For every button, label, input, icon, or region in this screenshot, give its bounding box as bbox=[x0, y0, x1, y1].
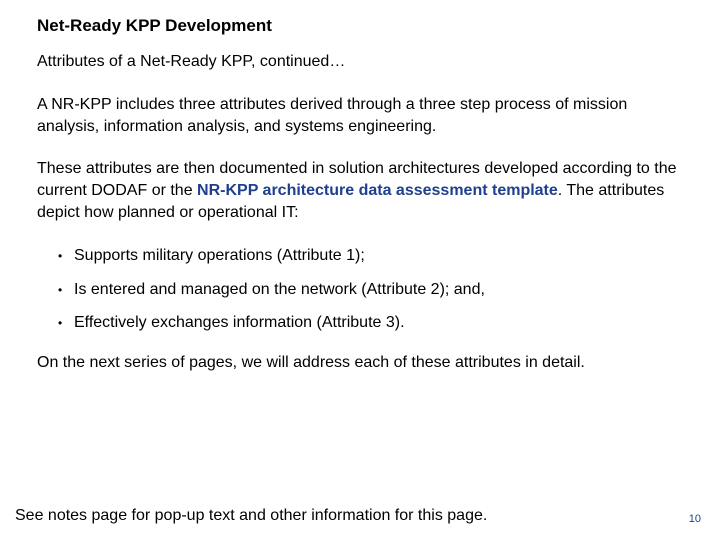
slide-subtitle: Attributes of a Net-Ready KPP, continued… bbox=[37, 53, 346, 70]
bullet-icon: • bbox=[58, 316, 63, 330]
list-item bbox=[58, 245, 485, 267]
bullet-text: Supports military operations (Attribute 1); bbox=[74, 247, 365, 264]
bullet-text: Is entered and managed on the network (Attribute 2); and, bbox=[74, 280, 485, 298]
bullet-icon: • bbox=[58, 249, 63, 263]
list-item bbox=[58, 312, 485, 334]
paragraph-process: A NR-KPP includes three attributes derived through a three step process of mission analysis, information analysis, and systems engineering. bbox=[37, 96, 628, 135]
slide-title: Net-Ready KPP Development bbox=[37, 16, 272, 35]
list-item bbox=[58, 279, 485, 301]
paragraph-architectures-text-start: These attributes are then documented in solution architectures developed according to the current DODAF or the bbox=[37, 160, 677, 199]
paragraph-architectures-text-end: . The attributes depict how planned or operational IT: bbox=[37, 182, 665, 221]
paragraph-architectures bbox=[37, 158, 687, 224]
bullet-icon: • bbox=[58, 282, 63, 297]
footer-note: See notes page for pop-up text and other information for this page. bbox=[15, 507, 488, 524]
bullet-text: Effectively exchanges information (Attribute 3). bbox=[74, 314, 405, 331]
paragraph-next-pages: On the next series of pages, we will address each of these attributes in detail. bbox=[37, 354, 585, 371]
page-number: 10 bbox=[688, 513, 701, 525]
attribute-list bbox=[58, 245, 485, 346]
nr-kpp-template-link[interactable]: NR-KPP architecture data assessment template bbox=[197, 182, 558, 199]
